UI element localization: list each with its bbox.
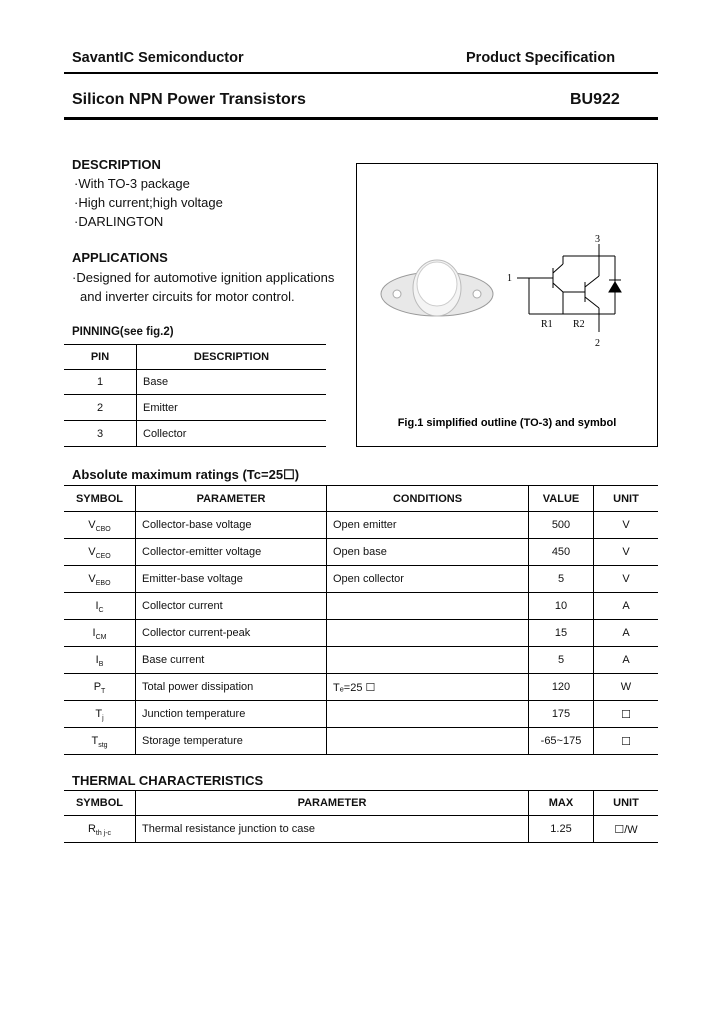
- conditions-col-header: CONDITIONS: [327, 486, 529, 512]
- symbol-cell: [64, 539, 136, 566]
- symbol-cell: [64, 816, 136, 843]
- symbol-cell: [64, 593, 136, 620]
- parameter-cell: Storage temperature: [136, 728, 327, 755]
- company-name: SavantIC Semiconductor: [72, 50, 244, 66]
- pin-number: 3: [64, 421, 137, 447]
- symbol-cell: [64, 728, 136, 755]
- value-cell: 450: [529, 539, 594, 566]
- symbol-sub: B: [98, 661, 104, 668]
- symbol-sub: j: [102, 715, 104, 722]
- description-item: ·With TO-3 package: [74, 176, 190, 191]
- pin-description: Emitter: [143, 401, 178, 414]
- parameter-cell: Collector-base voltage: [136, 512, 327, 539]
- value-cell: 120: [529, 674, 594, 701]
- value-cell: -65~175: [529, 728, 594, 755]
- pin-description: Collector: [143, 427, 187, 440]
- pin-label-1: 1: [507, 273, 512, 284]
- abs-max-heading: Absolute maximum ratings (Tc=25☐): [72, 467, 300, 482]
- max-cell: 1.25: [529, 816, 594, 843]
- unit-cell: ☐: [621, 708, 631, 721]
- symbol-main: I: [95, 600, 99, 612]
- parameter-cell: Emitter-base voltage: [136, 566, 327, 593]
- doc-type: Product Specification: [466, 50, 616, 66]
- conditions-cell: Tₑ=25 ☐: [327, 674, 529, 701]
- symbol-col-header: SYMBOL: [64, 486, 136, 512]
- symbol-main: V: [88, 519, 96, 531]
- conditions-cell: Open collector: [327, 566, 529, 593]
- parameter-col-header: PARAMETER: [136, 486, 327, 512]
- unit-col-header: UNIT: [613, 492, 639, 505]
- applications-heading: APPLICATIONS: [72, 250, 168, 265]
- pin-number: 1: [64, 370, 137, 395]
- description-list: [74, 174, 223, 231]
- conditions-cell: Open emitter: [327, 512, 529, 539]
- symbol-cell: [64, 674, 136, 701]
- symbol-sub: EBO: [95, 580, 111, 587]
- symbol-sub: C: [98, 607, 104, 614]
- pin-col-header: PIN: [64, 345, 137, 370]
- conditions-cell: Open base: [327, 539, 529, 566]
- parameter-cell: Collector current: [136, 593, 327, 620]
- thermal-max-col-header: MAX: [529, 791, 594, 816]
- conditions-cell: [327, 647, 529, 674]
- value-cell: 500: [529, 512, 594, 539]
- symbol-sub: th j-c: [95, 830, 112, 837]
- applications-line: ·Designed for automotive ignition applications: [72, 270, 335, 285]
- thermal-unit-col-header: UNIT: [613, 797, 639, 809]
- symbol-main: I: [92, 627, 96, 639]
- pin-label-2: 2: [595, 338, 600, 349]
- thermal-symbol-col-header: SYMBOL: [64, 791, 136, 816]
- resistor-label-r2: R2: [573, 319, 585, 330]
- applications-text: [72, 268, 334, 306]
- description-item: ·High current;high voltage: [74, 195, 223, 210]
- conditions-cell: [327, 701, 529, 728]
- unit-cell: ☐: [621, 735, 631, 748]
- symbol-main: V: [88, 573, 96, 585]
- abs-max-table: [64, 485, 658, 755]
- pin-label-3: 3: [595, 234, 600, 245]
- symbol-sub: CEO: [95, 553, 111, 560]
- symbol-cell: [64, 620, 136, 647]
- value-col-header: VALUE: [529, 486, 594, 512]
- symbol-main: T: [91, 735, 99, 747]
- part-number: BU922: [570, 91, 620, 108]
- parameter-cell: Collector current-peak: [136, 620, 327, 647]
- pinning-heading: PINNING(see fig.2): [72, 326, 174, 338]
- conditions-cell: [327, 620, 529, 647]
- unit-cell: V: [622, 546, 630, 558]
- header-rule-bottom: [64, 117, 658, 120]
- figure-caption: Fig.1 simplified outline (TO-3) and symbol: [397, 417, 617, 429]
- symbol-main: I: [95, 654, 99, 666]
- value-cell: 5: [529, 566, 594, 593]
- applications-line: and inverter circuits for motor control.: [80, 289, 295, 304]
- to3-package-image: [381, 260, 493, 316]
- thermal-table: [64, 790, 658, 843]
- unit-cell: ☐/W: [614, 823, 638, 836]
- unit-cell: A: [622, 627, 630, 639]
- parameter-cell: Junction temperature: [136, 701, 327, 728]
- unit-cell: V: [622, 519, 630, 531]
- value-cell: 175: [529, 701, 594, 728]
- symbol-sub: stg: [98, 742, 108, 749]
- symbol-sub: T: [101, 688, 106, 695]
- value-cell: 5: [529, 647, 594, 674]
- symbol-cell: [64, 566, 136, 593]
- header-rule-top: [64, 72, 658, 74]
- pinning-table: [64, 344, 326, 447]
- conditions-cell: [327, 593, 529, 620]
- parameter-cell: Collector-emitter voltage: [136, 539, 327, 566]
- product-title: Silicon NPN Power Transistors: [72, 91, 306, 108]
- symbol-main: P: [93, 681, 102, 693]
- parameter-cell: Thermal resistance junction to case: [136, 816, 529, 843]
- symbol-cell: [64, 512, 136, 539]
- unit-cell: V: [622, 573, 630, 585]
- figure-box: [356, 163, 658, 447]
- symbol-sub: CM: [95, 634, 107, 641]
- conditions-cell: [327, 728, 529, 755]
- symbol-sub: CBO: [95, 526, 111, 533]
- resistor-label-r1: R1: [541, 319, 553, 330]
- parameter-cell: Base current: [136, 647, 327, 674]
- thermal-heading: THERMAL CHARACTERISTICS: [72, 773, 264, 788]
- description-heading: DESCRIPTION: [72, 157, 161, 172]
- thermal-parameter-col-header: PARAMETER: [136, 791, 529, 816]
- unit-cell: A: [622, 654, 630, 666]
- value-cell: 10: [529, 593, 594, 620]
- value-cell: 15: [529, 620, 594, 647]
- unit-cell: W: [620, 681, 632, 693]
- pin-description: Base: [143, 376, 169, 388]
- symbol-main: R: [87, 823, 96, 835]
- symbol-main: T: [95, 708, 103, 720]
- symbol-main: V: [88, 546, 96, 558]
- symbol-cell: [64, 701, 136, 728]
- description-item: ·DARLINGTON: [74, 214, 164, 229]
- pin-desc-col-header: DESCRIPTION: [193, 351, 270, 363]
- figure-drawing: [357, 164, 657, 446]
- symbol-cell: [64, 647, 136, 674]
- parameter-cell: Total power dissipation: [136, 674, 327, 701]
- unit-cell: A: [622, 600, 630, 612]
- darlington-symbol: [517, 244, 621, 332]
- pin-number: 2: [64, 395, 137, 421]
